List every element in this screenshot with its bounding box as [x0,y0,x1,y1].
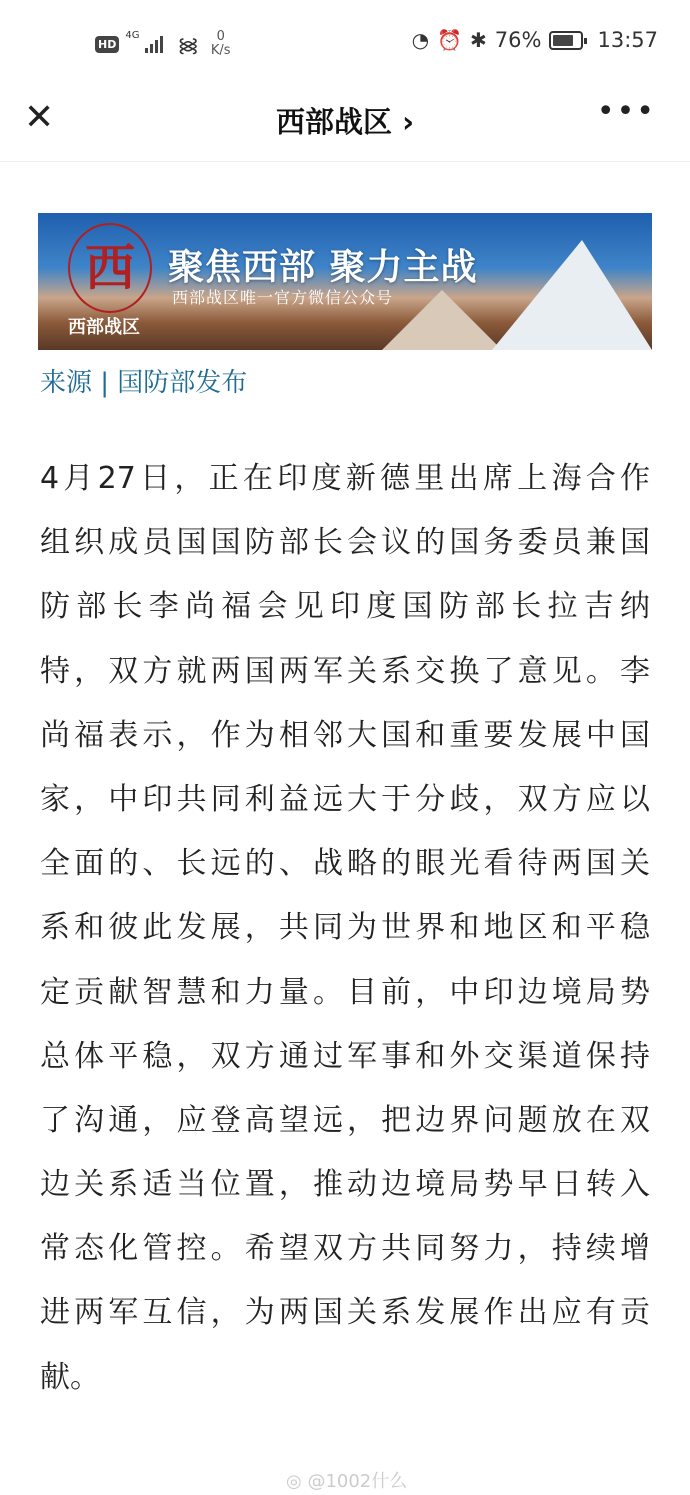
article-line: 系和彼此发展，共同为世界和地区和平稳 [40,910,650,946]
watermark-text: @1002什么 [307,1471,408,1492]
header-banner [38,213,652,350]
banner-slogan: 聚焦西部 聚力主战 [168,247,478,288]
article-line: 边关系适当位置，推动边境局势早日转入 [40,1167,650,1203]
mountain-graphic [382,290,502,350]
article-line: 4月27日，正在印度新德里出席上海合作 [40,461,650,496]
article-line: 防部长李尚福会见印度国防部长拉吉纳 [40,589,650,625]
close-icon[interactable]: ✕ [24,97,55,138]
speed-unit: K/s [210,43,231,58]
alarm-icon: ⏰ [437,28,463,52]
article-line: 组织成员国国防部长会议的国务委员兼国 [40,525,650,561]
article-line: 定贡献智慧和力量。目前，中印边境局势 [40,974,650,1010]
status-bar [0,0,690,80]
article-line: 全面的、长远的、战略的眼光看待两国关 [40,846,650,882]
battery-percent: 76% [494,28,542,52]
logo-text: 西部战区 [68,317,140,338]
article-line: 尚福表示，作为相邻大国和重要发展中国 [40,717,650,753]
article-line: 常态化管控。希望双方共同努力，持续增 [40,1231,650,1267]
article-line: 献。 [40,1359,100,1395]
battery-icon [549,31,583,50]
article-line: 了沟通，应登高望远，把边界问题放在双 [40,1102,650,1138]
more-icon[interactable]: ••• [596,94,656,129]
western-theater-logo: 西 [68,223,152,313]
banner-subtitle: 西部战区唯一官方微信公众号 [172,288,394,307]
bluetooth-icon: ✱ [470,28,487,52]
signal-icon [145,35,163,53]
source-link[interactable]: 来源 | 国防部发布 [40,368,248,398]
clock: 13:57 [597,28,658,52]
nav-bar [0,80,690,162]
article-line: 特，双方就两国两军关系交换了意见。李 [40,653,650,689]
hd-icon: HD [95,36,119,53]
net-speed [211,30,231,58]
network-type: 4G [125,30,140,41]
mountain-graphic [492,240,652,350]
speed-value: 0 [216,29,225,44]
account-title[interactable]: 西部战区 › [275,105,415,139]
article-line: 总体平稳，双方通过军事和外交渠道保持 [40,1038,650,1074]
wifi-icon: ᯼ [177,32,199,57]
weibo-watermark [286,1467,407,1493]
article-body [40,455,650,1418]
article-line: 进两军互信，为两国关系发展作出应有贡 [40,1295,650,1331]
weibo-icon: ◎ [286,1471,302,1492]
data-saver-icon: ◔ [411,28,430,52]
article-line: 家，中印共同利益远大于分歧，双方应以 [40,781,650,817]
